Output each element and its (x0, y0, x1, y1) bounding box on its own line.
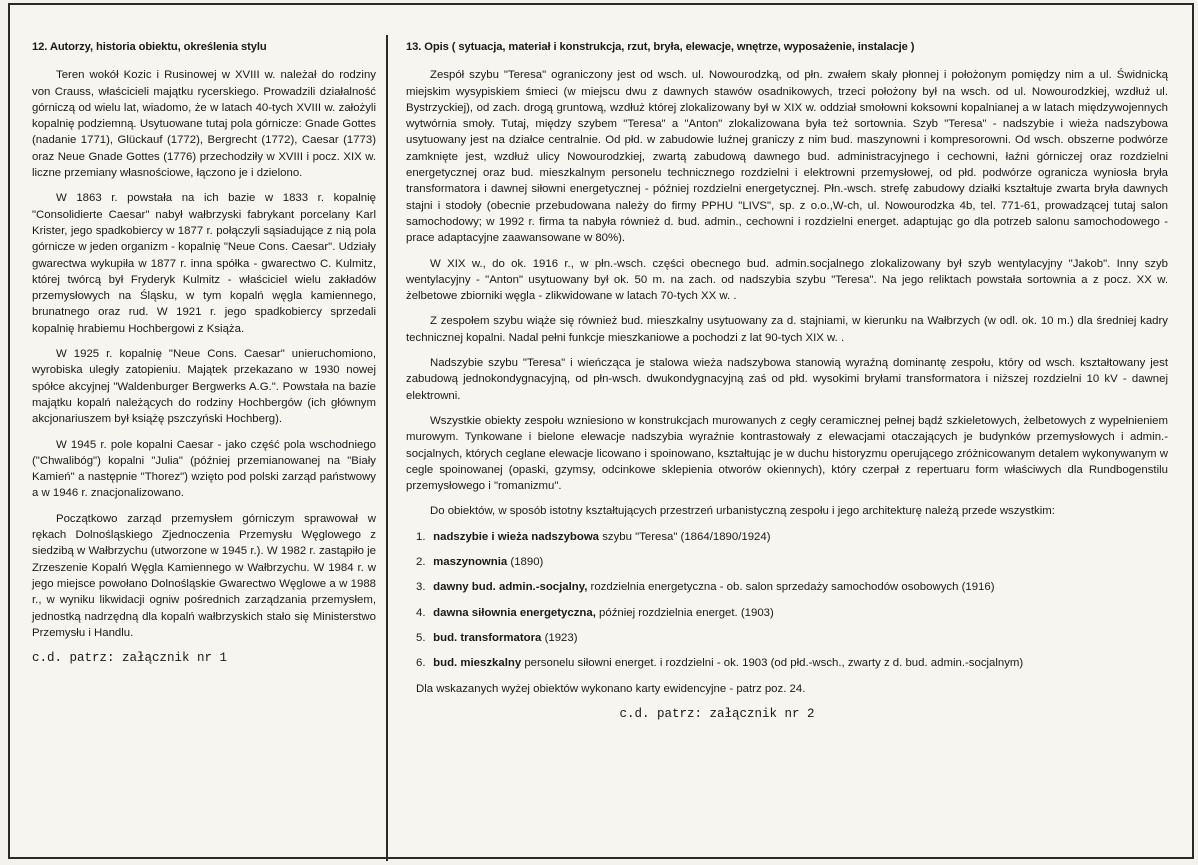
section-13-description (406, 39, 1168, 722)
list-item: 5. bud. transformatora (1923) (416, 631, 578, 644)
history-paragraph: Teren wokół Kozic i Rusinowej w XVIII w. należał do rodziny von Crauss, właścicieli majątku rycerskiego. Prowadzili działalność górniczą od wielu lat, wiadomo, że w latach 40-tych XVIII w. założyli kopalnię podziemną. Usytuowane tutaj pola górnicze: Gnade Gottes (nadanie 1771), Glückauf (1772), Bergrecht (1772), Caesar (1773) oraz Neue Gnade Gottes (1776) przechodziły w XVIII i pocz. XIX w. liczne przemiany własnościowe, łączono je i dzielono. (32, 69, 376, 180)
history-paragraph: W 1863 r. powstała na ich bazie w 1833 r. kopalnię "Consolidierte Caesar" nabył wałbrzyski fabrykant porcelany Karl Krister, jego spadkobiercy w 1877 r. połączyli sąsiadujące z nią pola górnicze w jeden organizm - kopalnię "Neue Cons. Caesar". Udziały gwarectwa wykupiła w 1877 r. inna spółka - gwarectwo C. Kulmitz, której twórcą był Fryderyk Kulmitz - właściciel wielu zakładów przemysłowych na Śląsku, w tym kopalń węgla kamiennego, brunatnego oraz rud. W 1921 r. jego spadkobiercy sprzedali kopalnię hrabiemu Hochbergowi z Książa. (32, 192, 376, 335)
object-name: dawny bud. admin.-socjalny, (433, 581, 588, 594)
list-item: 3. dawny bud. admin.-socjalny, rozdzielnia energetyczna - ob. salon sprzedaży samochodów osobowych (1916) (416, 581, 995, 594)
list-item: 4. dawna siłownia energetyczna, później rozdzielnia energet. (1903) (416, 606, 774, 619)
section-12-heading: 12. Autorzy, historia obiektu, określenia stylu (32, 41, 267, 53)
section-13-heading: 13. Opis ( sytuacja, materiał i konstrukcja, rzut, bryła, elewacje, wnętrze, wyposażenie, instalacje ) (406, 41, 915, 53)
description-paragraph: W XIX w., do ok. 1916 r., w płn.-wsch. części obecnego bud. admin.socjalnego zlokalizowany był szyb wentylacyjny "Jakob". Inny szyb wentylacyjny - "Anton" usytuowany był ok. 50 m. na zach. od nadszybia szybu "Teresa". Na jego reliktach powstała sortownia a z pocz. XX w. żelbetowe zbiorniki węgla - zlikwidowane w latach 70-tych XX w. . (406, 257, 1168, 303)
object-name: bud. mieszkalny (433, 657, 522, 670)
object-name: nadszybie i wieża nadszybowa (433, 530, 600, 543)
continuation-note-left: c.d. patrz: załącznik nr 1 (32, 651, 228, 666)
object-name: dawna siłownia energetyczna, (433, 606, 596, 619)
object-name: maszynownia (433, 556, 508, 569)
list-item: 1. nadszybie i wieża nadszybowa szybu "Teresa" (1864/1890/1924) (416, 530, 771, 543)
section-12-history (32, 39, 376, 666)
column-divider (386, 35, 388, 861)
list-item: 6. bud. mieszkalny personelu siłowni energet. i rozdzielni - ok. 1903 (od płd.-wsch., zwarty z d. bud. admin.-socjalnym) (416, 657, 1024, 670)
history-paragraph: W 1925 r. kopalnię "Neue Cons. Caesar" unieruchomiono, wyrobiska uległy zatopieniu. Majątek przekazano w 1930 nowej spółce akcyjnej "Waldenburger Bergwerks A.G.". Powstała na bazie majątku kopalń należących do rodziny Hochbergów (ich głównym akcjonariuszem był książę pszczyński Hochberg). (32, 348, 376, 426)
evidence-cards-note: Dla wskazanych wyżej obiektów wykonano karty ewidencyjne - patrz poz. 24. (416, 682, 806, 695)
object-name: bud. transformatora (433, 631, 542, 644)
description-paragraph: Do obiektów, w sposób istotny kształtujących przestrzeń urbanistyczną zespołu i jego architekturę należą przede wszystkim: (430, 505, 1055, 518)
continuation-note-right: c.d. patrz: załącznik nr 2 (619, 706, 815, 721)
history-paragraph: W 1945 r. pole kopalni Caesar - jako część pola wschodniego ("Chwalibóg") kopalni "Julia" (później przemianowanej na "Biały Kamień" a następnie "Thorez") wzięto pod polski zarząd państwowy a w 1946 r. znacjonalizowano. (32, 438, 376, 500)
description-paragraph: Wszystkie obiekty zespołu wzniesiono w konstrukcjach murowanych z cegły ceramicznej pełnej bądź szkieletowych, żelbetowych z wypełnieniem murowym. Tynkowane i bielone elewacje nadszybia wyraźnie kontrastowały z elewacjami otaczających je budynków przemysłowych i admin.-socjalnych, których ceglane elewacje licowano i spoinowano, kształtując je w duchu historyzmu operującego zróżnicowanym detalem wykonywanym w cegle spoinowanej (opaski, gzymsy, odcinkowe sklepienia otworów okiennych), który czerpał z repertuaru form właściwych dla Rundbogenstilu przemysłowego i "romanizmu". (406, 414, 1168, 493)
description-paragraph: Zespół szybu "Teresa" ograniczony jest od wsch. ul. Nowourodzką, od płn. zwałem skały płonnej i położonym pomiędzy nim a ul. Świdnicką miejskim wysypiskiem śmieci (w miejscu dwu z dawnych stawów osadnikowych, trzeci położony był na wsch. od ul. Nowourodzkiej, wzdłuż ul. Bystrzyckiej), od zach. drogą gruntową, wzdłuż której zlokalizowany był w XIX w. oddział smołowni koksowni kopalnianej a w latach międzywojennych wytwórnia smoły. Tutaj, między szybem "Teresa" a "Anton" zlokalizowana była też sortownia. Szyb "Teresa" - nadszybie i wieża nadszybowa usytuowany jest na działce centralnie. Od płd. w zabudowie luźnej graniczy z nim bud. maszynowni i kompresorowni. Od wsch. obszerne podwórze zamknięte jest, wzdłuż ulicy Nowourodzkiej, zwartą zabudową dawnego bud. administracyjnego i cechowni, łaźni górniczej oraz rozdzielni energetycznej oraz bud. mieszkalnym personelu technicznego rozdzielni i elektrowni przemysłowej, od płd. podwórze ogranicza wyniosła bryła transformatora i dawnej siłowni energetycznej - później rozdzielni energetycznej. Płn.-wsch. strefę zabudowy działki kształtuje zwarta bryła dawnych stajni i stodoły (obecnie przebudowana należy do firmy PPHU "LIVS", sp. z o.o.,W-ch, ul. Nowourodzka 4b, tel. 771-61, prowadzącej tutaj salon samochodowy; w 1992 r. firma ta nabyła również d. bud. admin., cechowni i rozdzielni energet. adaptując go dla potrzeb salonu samochodowego - prace adaptacyjne zaawansowane w 80%). (406, 69, 1168, 245)
list-item: 2. maszynownia (1890) (416, 556, 544, 569)
description-paragraph: Z zespołem szybu wiąże się również bud. mieszkalny usytuowany za d. stajniami, w kierunku na Wałbrzych (w odl. ok. 10 m.) dla średniej kadry technicznej kopalni. Nadal pełni funkcje mieszkaniowe a pochodzi z lat 90-tych XIX w. . (406, 315, 1168, 344)
record-card (8, 3, 1194, 859)
objects-list (406, 529, 1168, 672)
description-paragraph: Nadszybie szybu "Teresa" i wieńcząca je stalowa wieża nadszybowa stanowią wyraźną dominantę zespołu, który od wsch. kształtowany jest zabudową jednokondygnacyjną, od płn-wsch. dwukondygnacyjną zaś od płd. wysokimi bryłami transformatora i niższej rozdzielni 10 kV - dawnej elektrowni. (406, 357, 1168, 402)
history-paragraph: Początkowo zarząd przemysłem górniczym sprawował w rękach Dolnośląskiego Zjednoczenia Przemysłu Węglowego z siedzibą w Wałbrzychu (utworzone w 1945 r.). W 1982 r. zastąpiło je Zrzeszenie Kopalń Węgla Kamiennego w Wałbrzychu. W 1984 r. w jego miejsce powołano Dolnośląskie Gwarectwo Węglowe a w 1988 r., w wyniku likwidacji ogniw pośrednich zarządzania przemysłem, jednostką nadrzędną dla kopalń wałbrzyskich stało się Ministerstwo Przemysłu i Handlu. (32, 512, 376, 639)
